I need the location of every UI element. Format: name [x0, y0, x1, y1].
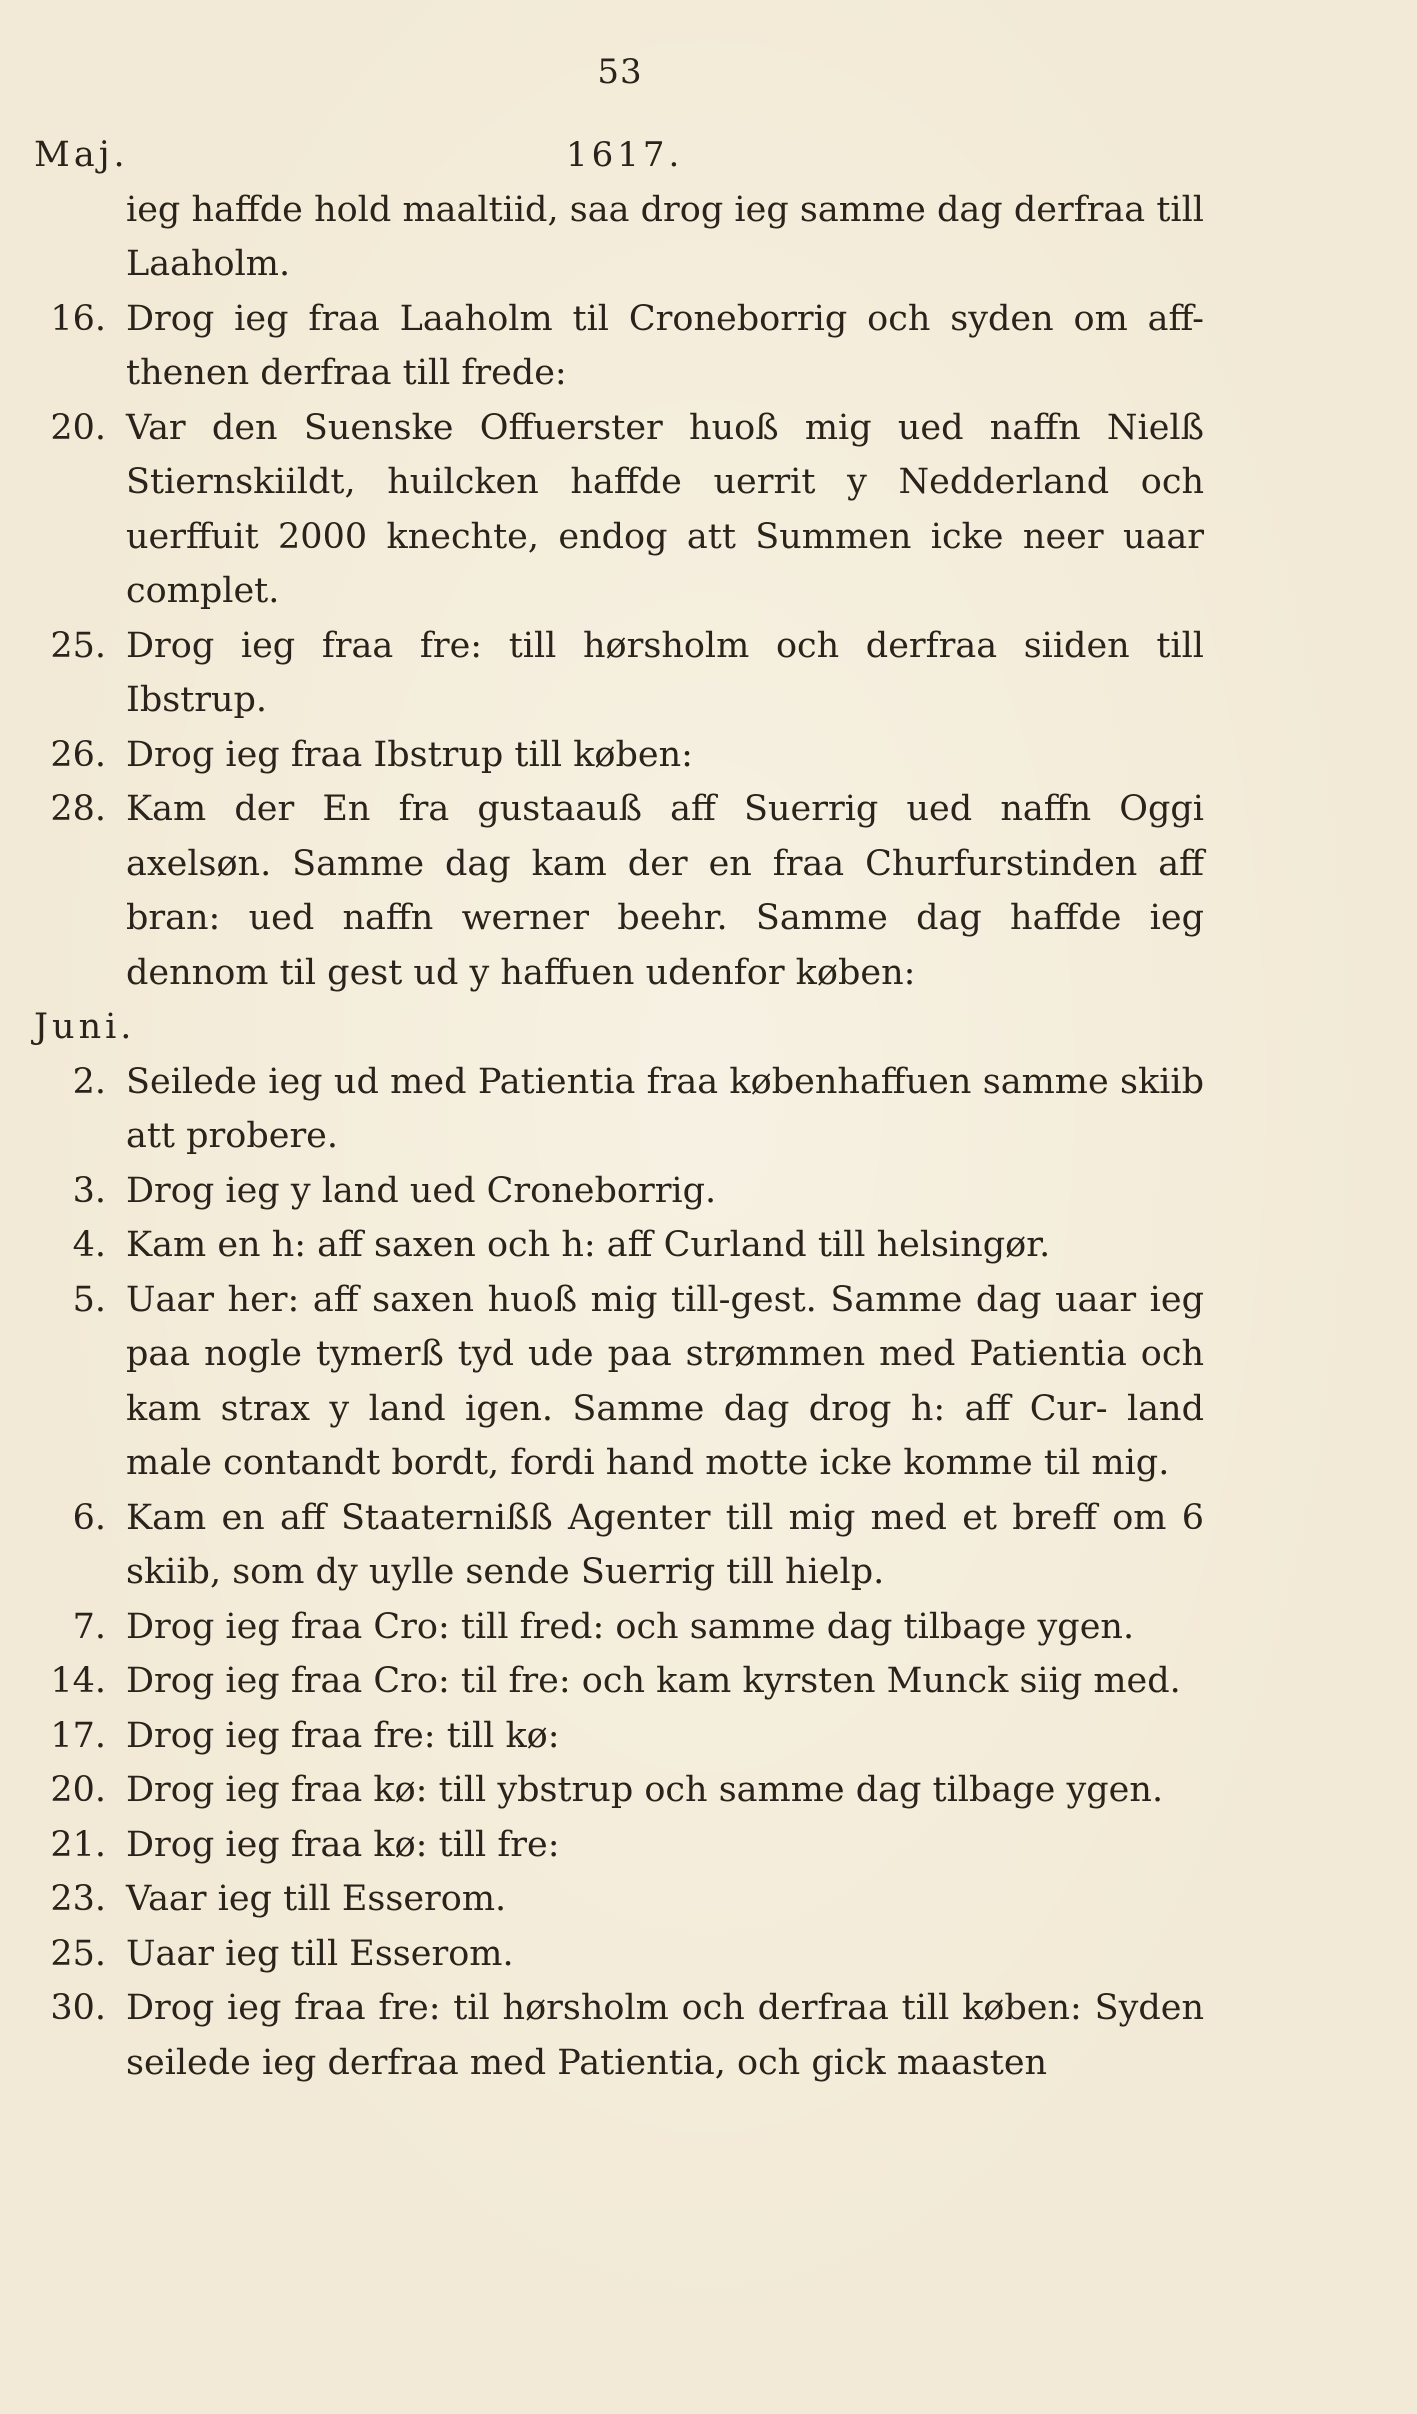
entry-text: Drog ieg fraa kø: till fre:: [126, 1824, 560, 1865]
entry-text: Drog ieg fraa fre: till kø:: [126, 1715, 560, 1756]
diary-text: [34, 128, 1204, 2090]
diary-entry: [34, 1927, 1204, 1982]
entry-date: 2.: [72, 1061, 106, 1102]
entry-text: Drog ieg y land ued Croneborrig.: [126, 1170, 717, 1211]
entry-text: Seilede ieg ud med Patientia fraa københaffuen samme skiib att probere.: [126, 1061, 1204, 1156]
diary-entry: [34, 619, 1204, 728]
entry-text: ieg haffde hold maaltiid, saa drog ieg samme dag derfraa till Laaholm.: [126, 189, 1204, 284]
month-heading-june: [34, 1000, 1204, 1055]
entry-text: Kam der En fra gustaauß aff Suerrig ued naffn Oggi axelsøn. Samme dag kam der en fraa Churfurstinden aff bran: ued naffn werner beehr. Samme dag haffde ieg dennom til gest ud y haffuen udenfor køben:: [126, 789, 1204, 993]
entry-text: Drog ieg fraa kø: till ybstrup och samme dag tilbage ygen.: [126, 1770, 1164, 1810]
diary-entry: [34, 782, 1204, 1000]
page-number: 53: [597, 52, 643, 92]
entry-date: 3.: [72, 1170, 106, 1211]
entry-date: 21.: [50, 1824, 106, 1865]
diary-entry: [34, 1981, 1204, 2090]
diary-entry: [34, 1763, 1204, 1818]
continued-entry: [34, 183, 1204, 292]
entry-date: 6.: [72, 1497, 106, 1538]
diary-entry: [34, 1164, 1204, 1219]
entry-date: 28.: [50, 789, 106, 829]
month-label: Maj.: [34, 135, 129, 175]
diary-entry: [34, 401, 1204, 619]
entry-text: Drog ieg fraa fre: till hørsholm och derfraa siiden till Ibstrup.: [126, 625, 1204, 720]
entry-date: 25.: [50, 1933, 106, 1974]
entry-date: 4.: [72, 1225, 106, 1265]
diary-entry: [34, 728, 1204, 783]
diary-entry: [34, 1654, 1204, 1709]
month-heading-may: [34, 128, 1204, 183]
entry-text: Drog ieg fraa Ibstrup till køben:: [126, 734, 693, 775]
entry-date: 5.: [72, 1279, 106, 1320]
entry-text: Uaar ieg till Esserom.: [126, 1933, 514, 1974]
entry-text: Drog ieg fraa Cro: til fre: och kam kyrsten Munck siig med.: [126, 1661, 1181, 1701]
entry-text: Drog ieg fraa fre: til hørsholm och derfraa till køben: Syden seilede ieg derfraa med Patientia, och gick maasten: [126, 1988, 1204, 2083]
diary-entry: [34, 1600, 1204, 1655]
entry-date: 30.: [50, 1988, 106, 2028]
diary-entry: [34, 1055, 1204, 1164]
entry-text: Kam en h: aff saxen och h: aff Curland till helsingør.: [126, 1225, 1051, 1265]
month-label: Juni.: [34, 1007, 136, 1047]
entry-date: 7.: [72, 1606, 106, 1647]
entry-date: 14.: [50, 1661, 106, 1701]
entry-date: 25.: [50, 625, 106, 666]
diary-entry: [34, 1218, 1204, 1273]
entry-text: Uaar her: aff saxen huoß mig till-gest. Samme dag uaar ieg paa nogle tymerß tyd ude paa strømmen med Patientia och kam strax y land igen. Samme dag drog h: aff Cur- land male contandt bordt, fordi hand motte icke komme til mig.: [126, 1279, 1204, 1483]
diary-entry: [34, 1273, 1204, 1491]
june-entries: [34, 1055, 1204, 2091]
entry-text: Var den Suenske Offuerster huoß mig ued naffn Nielß Stiernskiildt, huilcken haffde uerrit y Nedderland och uerffuit 2000 knechte, endog att Summen icke neer uaar complet.: [126, 407, 1204, 611]
entry-date: 16.: [50, 298, 106, 339]
entry-date: 20.: [50, 1770, 106, 1810]
entry-date: 26.: [50, 734, 106, 775]
diary-entry: [34, 292, 1204, 401]
may-entries: [34, 292, 1204, 1001]
entry-date: 23.: [50, 1879, 106, 1919]
diary-entry: [34, 1818, 1204, 1873]
entry-text: Vaar ieg till Esserom.: [126, 1879, 507, 1919]
entry-text: Drog ieg fraa Laaholm til Croneborrig och syden om aff- thenen derfraa till frede:: [126, 298, 1204, 393]
entry-date: 20.: [50, 407, 106, 448]
year-heading: 1617.: [566, 135, 684, 175]
diary-entry: [34, 1709, 1204, 1764]
entry-date: 17.: [50, 1715, 106, 1756]
entry-text: Drog ieg fraa Cro: till fred: och samme dag tilbage ygen.: [126, 1606, 1135, 1647]
entry-text: Kam en aff Staaternißß Agenter till mig med et breff om 6 skiib, som dy uylle sende Suerrig till hielp.: [126, 1497, 1204, 1592]
diary-entry: [34, 1491, 1204, 1600]
diary-entry: [34, 1872, 1204, 1927]
